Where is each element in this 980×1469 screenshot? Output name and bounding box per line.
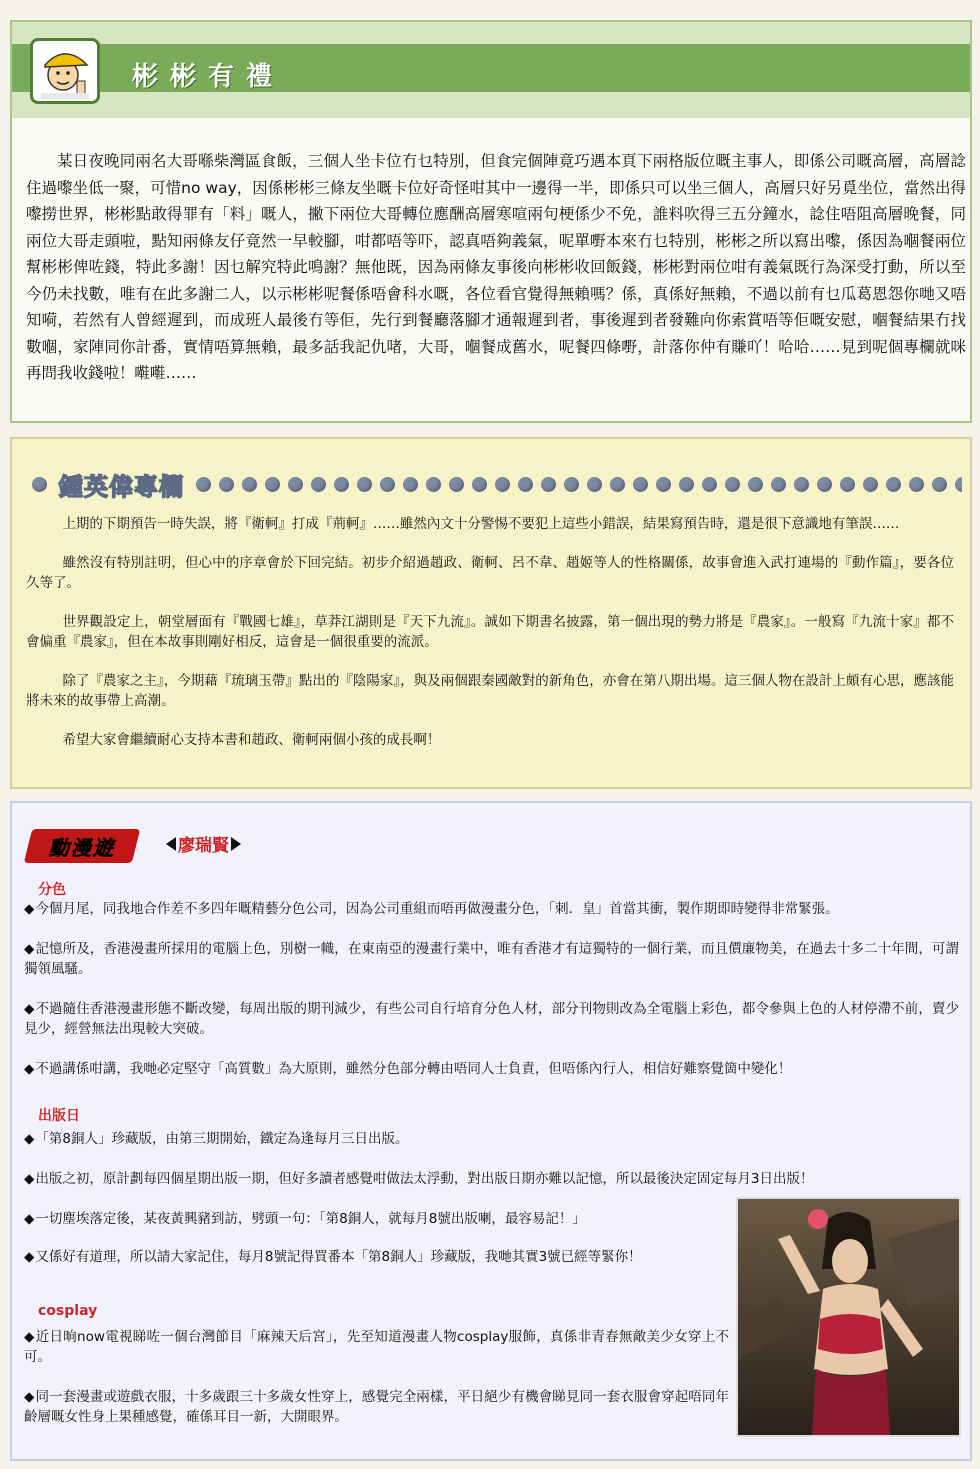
category-heading: 出版日 bbox=[38, 1108, 80, 1124]
bullet-dot-icon bbox=[334, 477, 349, 492]
bullet-dot-icon bbox=[633, 477, 648, 492]
bullet-dot-icon bbox=[794, 477, 809, 492]
bullet-dot-icon bbox=[541, 477, 556, 492]
list-item bbox=[24, 1387, 729, 1427]
bullet-dot-icon bbox=[955, 477, 962, 492]
list-item-text: 「第8銅人」珍藏版，由第三期開始，鐵定為逢每月三日出版。 bbox=[35, 1131, 409, 1147]
list-item bbox=[24, 1247, 724, 1267]
category-heading: 分色 bbox=[38, 882, 66, 898]
list-item-text: 又係好有道理，所以請大家記住，每月8號記得買番本「第8銅人」珍藏版，我哋其實3號已經等緊你！ bbox=[35, 1249, 642, 1265]
diamond-bullet-icon: ◆ bbox=[24, 1389, 35, 1405]
list-item-text: 一切塵埃落定後，某夜黃興豬到訪，劈頭一句：「第8銅人，就每月8號出版喇，最容易記！」 bbox=[35, 1211, 586, 1227]
list-item bbox=[24, 999, 959, 1039]
list-item-text: 不過隨住香港漫畫形態不斷改變，每周出版的期刊減少，有些公司自行培育分色人材，部分刊物則改為全電腦上彩色，都令參與上色的人材停滯不前，賣少見少，經營無法出現較大突破。 bbox=[24, 1001, 959, 1037]
paragraph: 除了『農家之主』，今期藉『琉璃玉帶』點出的『陰陽家』，與及兩個跟秦國敵對的新角色，亦會在第八期出場。這三個人物在設計上頗有心思，應該能將未來的故事帶上高潮。 bbox=[26, 673, 954, 709]
column-body bbox=[26, 514, 954, 769]
dot-row-decoration bbox=[196, 477, 962, 492]
bullet-dot-icon bbox=[32, 477, 47, 492]
column-anime-game bbox=[10, 801, 972, 1461]
list-item bbox=[24, 1209, 724, 1229]
list-item-text: 近日晌now電視睇咗一個台灣節目「麻辣天后宮」，先至知道漫畫人物cosplay服飾，真係非青春無敵美少女穿上不可。 bbox=[24, 1329, 730, 1365]
bullet-dot-icon bbox=[840, 477, 855, 492]
category-heading: cosplay bbox=[38, 1303, 98, 1319]
list-item bbox=[24, 1059, 959, 1079]
list-item bbox=[24, 1327, 729, 1367]
bullet-dot-icon bbox=[909, 477, 924, 492]
column-body-text: 某日夜晚同兩名大哥喺柴灣區食飯，三個人坐卡位冇乜特別，但食完個陣竟巧遇本頁下兩格版位嘅主事人，即係公司嘅高層，高層諗住過嚟坐低一聚，可惜no way，因係彬彬三條友坐嘅卡位好奇怪咁其中一邊得一半，即係只可以坐三個人，高層只好另覓坐位，當然出得嚟撈世界，彬彬點敢得罪有「料」嘅人，撇下兩位大哥轉位應酬高層寒喧兩句梗係少不免，誰料吹得三五分鐘水，諗住唔阻高層晚餐，同兩位大哥走頭啦，點知兩條友仔竟然一早較腳，咁都唔等吓，認真唔夠義氣，呢單嘢本來冇乜特別，彬彬之所以寫出嚟，係因為嗰餐兩位幫彬彬俾咗錢，特此多謝！因乜解究特此鳴謝？無他既，因為兩條友事後向彬彬收回飯錢，彬彬對兩位咁有義氣既行為深受打動，所以至今仍未找數，唯有在此多謝二人，以示彬彬呢餐係唔會科水嘅，各位看官覺得無賴嗎？係，真係好無賴，不過以前有乜瓜葛恩怨你哋又唔知嗬，若然有人曾經遲到，而成班人最後冇等佢，先行到餐廳落腳才通報遲到者，事後遲到者發難向你索賞唔等佢嘅安慰，嗰餐結果冇找數嗰，家陣同你計番，實情唔算無賴，最多話我記仇啫，大哥，嗰餐成舊水，呢餐四條嘢，計落你仲有賺吖！哈哈……見到呢個專欄就咪再問我收錢啦！嚡嚡…… bbox=[26, 152, 966, 382]
column-bin-bin bbox=[10, 20, 972, 423]
bullet-dot-icon bbox=[587, 477, 602, 492]
column-header-band bbox=[12, 22, 970, 118]
bullet-dot-icon bbox=[863, 477, 878, 492]
list-item-text: 今個月尾，同我地合作差不多四年嘅精藝分色公司，因為公司重組而唔再做漫畫分色，「刺．皇」首當其衝，製作期即時變得非常緊張。 bbox=[35, 901, 839, 917]
list-item bbox=[24, 1169, 959, 1189]
bullet-dot-icon bbox=[219, 477, 234, 492]
list-item-text: 同一套漫畫或遊戲衣服，十多歲跟三十多歲女性穿上，感覺完全兩樣，平日絕少有機會睇見同一套衣服會穿起唔同年齡層嘅女性身上果種感覺，確係耳目一新，大開眼界。 bbox=[24, 1389, 729, 1425]
diamond-bullet-icon: ◆ bbox=[24, 1329, 35, 1345]
author-label bbox=[166, 831, 241, 856]
list-item bbox=[24, 939, 959, 979]
mascot-icon bbox=[30, 38, 100, 104]
author-name: 廖瑞賢 bbox=[178, 836, 229, 856]
bullet-dot-icon bbox=[357, 477, 372, 492]
logo-text: 動漫遊 bbox=[49, 835, 115, 860]
column-header bbox=[32, 467, 962, 501]
bullet-dot-icon bbox=[771, 477, 786, 492]
triangle-left-icon bbox=[166, 837, 176, 851]
bullet-dot-icon bbox=[679, 477, 694, 492]
bullet-dot-icon bbox=[725, 477, 740, 492]
bullet-dot-icon bbox=[242, 477, 257, 492]
bullet-dot-icon bbox=[932, 477, 947, 492]
column-title: 彬彬有禮 bbox=[132, 62, 285, 92]
list-item-text: 出版之初，原計劃每四個星期出版一期，但好多讀者感覺咁做法太浮動，對出版日期亦難以記憶，所以最後決定固定每月3日出版！ bbox=[35, 1171, 814, 1187]
diamond-bullet-icon: ◆ bbox=[24, 1061, 35, 1077]
bullet-dot-icon bbox=[265, 477, 280, 492]
bullet-dot-icon bbox=[288, 477, 303, 492]
bullet-dot-icon bbox=[380, 477, 395, 492]
list-item-text: 不過講係咁講，我哋必定堅守「高質數」為大原則，雖然分色部分轉由唔同人士負責，但唔係內行人，相信好難察覺箇中變化！ bbox=[35, 1061, 792, 1077]
cosplay-photo bbox=[736, 1197, 961, 1437]
list-item bbox=[24, 1129, 959, 1149]
bullet-dot-icon bbox=[196, 477, 211, 492]
diamond-bullet-icon: ◆ bbox=[24, 901, 35, 917]
paragraph: 上期的下期預告一時失誤，將『衛軻』打成『荊軻』……雖然內文十分警惕不要犯上這些小錯誤，結果寫預告時，還是很下意識地有筆誤…… bbox=[62, 516, 900, 532]
diamond-bullet-icon: ◆ bbox=[24, 1171, 35, 1187]
diamond-bullet-icon: ◆ bbox=[24, 1001, 35, 1017]
bullet-dot-icon bbox=[656, 477, 671, 492]
column-title: 鍾英偉專欄 bbox=[59, 471, 184, 501]
diamond-bullet-icon: ◆ bbox=[24, 941, 35, 957]
diamond-bullet-icon: ◆ bbox=[24, 1131, 35, 1147]
bullet-dot-icon bbox=[702, 477, 717, 492]
list-item-text: 記憶所及，香港漫畫所採用的電腦上色，別樹一幟，在東南亞的漫畫行業中，唯有香港才有這獨特的一個行業，而且價廉物美，在過去十多二十年間，可謂獨領風騷。 bbox=[24, 941, 959, 977]
bullet-dot-icon bbox=[748, 477, 763, 492]
bullet-dot-icon bbox=[426, 477, 441, 492]
column-logo bbox=[24, 829, 140, 863]
paragraph: 世界觀設定上，朝堂層面有『戰國七雄』，草莽江湖則是『天下九流』。誠如下期書名披露，第一個出現的勢力將是『農家』。一般寫『九流十家』都不會偏重『農家』，但在本故事則剛好相反，這會是一個很重要的流派。 bbox=[26, 614, 954, 650]
paragraph: 雖然沒有特別註明，但心中的序章會於下回完結。初步介紹過趙政、衛軻、呂不韋、趙姬等人的性格關係，故事會進入武打連場的『動作篇』，要各位久等了。 bbox=[26, 555, 954, 591]
diamond-bullet-icon: ◆ bbox=[24, 1249, 35, 1265]
list-item bbox=[24, 899, 959, 919]
bullet-dot-icon bbox=[472, 477, 487, 492]
bullet-dot-icon bbox=[311, 477, 326, 492]
bullet-dot-icon bbox=[610, 477, 625, 492]
bullet-dot-icon bbox=[518, 477, 533, 492]
paragraph: 希望大家會繼續耐心支持本書和趙政、衛軻兩個小孩的成長啊！ bbox=[62, 732, 441, 748]
bullet-dot-icon bbox=[886, 477, 901, 492]
bullet-dot-icon bbox=[817, 477, 832, 492]
bullet-dot-icon bbox=[564, 477, 579, 492]
bullet-dot-icon bbox=[449, 477, 464, 492]
column-chung-ying-wai bbox=[10, 437, 972, 789]
bullet-dot-icon bbox=[495, 477, 510, 492]
diamond-bullet-icon: ◆ bbox=[24, 1211, 35, 1227]
bullet-dot-icon bbox=[403, 477, 418, 492]
triangle-right-icon bbox=[231, 837, 241, 851]
